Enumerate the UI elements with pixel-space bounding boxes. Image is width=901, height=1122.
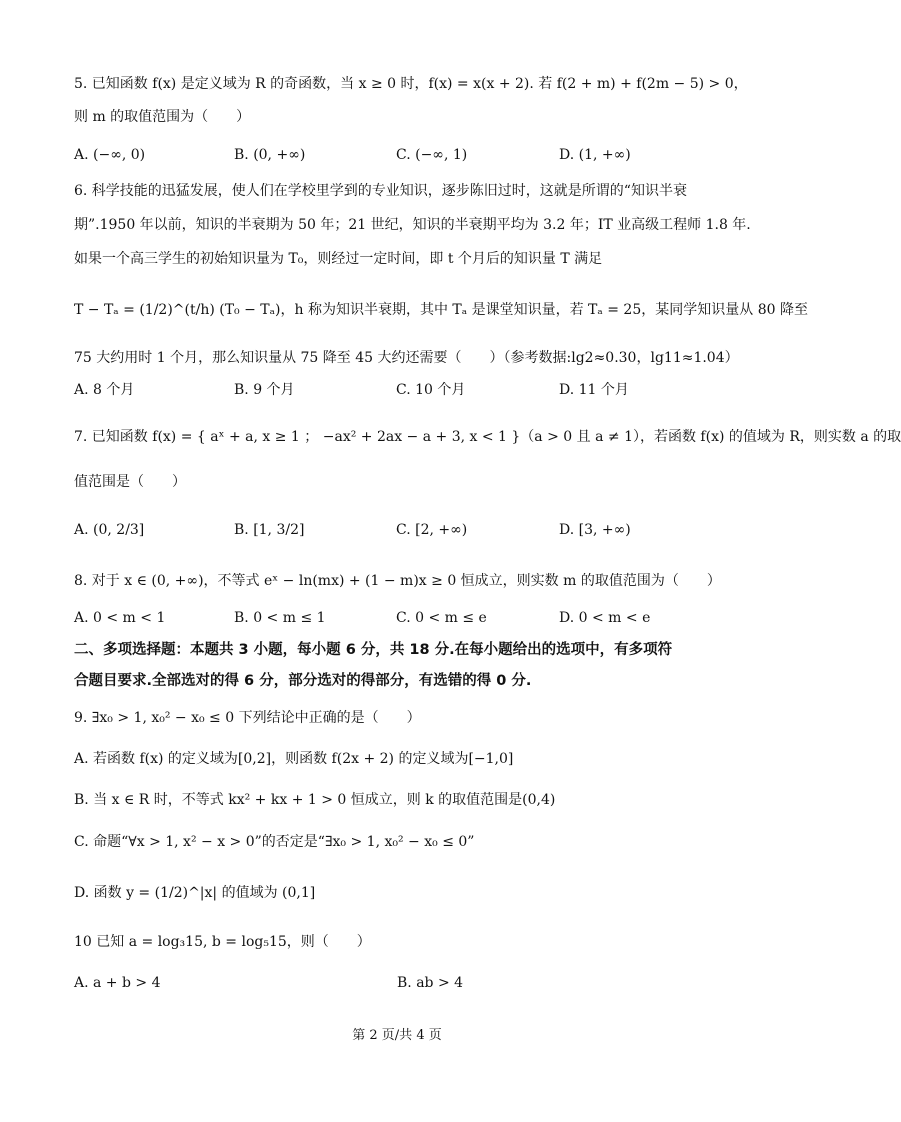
q8-option-a: A. 0 < m < 1 (74, 610, 166, 626)
q5-option-b: B. (0, +∞) (234, 147, 306, 163)
q6-option-b: B. 9 个月 (234, 382, 295, 398)
q8-option-d: D. 0 < m < e (559, 610, 651, 626)
section2-heading-line1: 二、多项选择题：本题共 3 小题，每小题 6 分，共 18 分.在每小题给出的选项中，有多项符 (74, 642, 673, 658)
q7-option-a: A. (0, 2/3] (74, 522, 145, 538)
q6-option-d: D. 11 个月 (559, 382, 629, 398)
q10-stem: 10 已知 a = log₃15, b = log₅15，则（ ） (74, 934, 371, 950)
q5-stem-line1: 5. 已知函数 f(x) 是定义域为 R 的奇函数，当 x ≥ 0 时，f(x) = x(x + 2). 若 f(2 + m) + f(2m − 5) > 0， (74, 76, 748, 92)
q9-option-d: D. 函数 y = (1/2)^|x| 的值域为 (0,1] (74, 885, 316, 901)
q6-stem-line5: 75 大约用时 1 个月，那么知识量从 75 降至 45 大约还需要（ ）（参考数据:lg2≈0.30，lg11≈1.04） (74, 350, 739, 366)
q7-stem-line1: 7. 已知函数 f(x) = { aˣ + a, x ≥ 1 ； −ax² + 2ax − a + 3, x < 1 }（a > 0 且 a ≠ 1），若函数 f(x) 的值域为 R，则实数 a 的取 (74, 429, 901, 445)
q8-stem: 8. 对于 x ∈ (0, +∞)，不等式 eˣ − ln(mx) + (1 − m)x ≥ 0 恒成立，则实数 m 的取值范围为（ ） (74, 573, 721, 589)
q5-option-a: A. (−∞, 0) (74, 147, 146, 163)
q9-option-a: A. 若函数 f(x) 的定义域为[0,2]，则函数 f(2x + 2) 的定义域为[−1,0] (74, 751, 514, 767)
q10-option-a: A. a + b > 4 (74, 975, 161, 991)
q7-option-d: D. [3, +∞) (559, 522, 631, 538)
q6-stem-line3: 如果一个高三学生的初始知识量为 T₀，则经过一定时间，即 t 个月后的知识量 T 满足 (74, 251, 603, 267)
q9-option-c: C. 命题“∀x > 1, x² − x > 0”的否定是“∃x₀ > 1, x₀² − x₀ ≤ 0” (74, 834, 475, 850)
q8-option-b: B. 0 < m ≤ 1 (234, 610, 326, 626)
q6-stem-line4: T − Tₐ = (1/2)^(t/h) (T₀ − Tₐ)，h 称为知识半衰期，其中 Tₐ 是课堂知识量，若 Tₐ = 25，某同学知识量从 80 降至 (74, 302, 808, 318)
q6-option-c: C. 10 个月 (396, 382, 466, 398)
q7-option-b: B. [1, 3/2] (234, 522, 305, 538)
q10-option-b: B. ab > 4 (397, 975, 464, 991)
q5-stem-line2: 则 m 的取值范围为（ ） (74, 109, 251, 125)
q7-option-c: C. [2, +∞) (396, 522, 468, 538)
section2-heading-line2: 合题目要求.全部选对的得 6 分，部分选对的得部分，有选错的得 0 分. (74, 673, 532, 689)
q7-stem-line2: 值范围是（ ） (74, 474, 186, 490)
q5-option-d: D. (1, +∞) (559, 147, 631, 163)
q5-option-c: C. (−∞, 1) (396, 147, 468, 163)
q6-option-a: A. 8 个月 (74, 382, 135, 398)
q8-option-c: C. 0 < m ≤ e (396, 610, 487, 626)
q6-stem-line2: 期”.1950 年以前，知识的半衰期为 50 年；21 世纪，知识的半衰期平均为 3.2 年；IT 业高级工程师 1.8 年. (74, 217, 751, 233)
q9-stem: 9. ∃x₀ > 1, x₀² − x₀ ≤ 0 下列结论中正确的是（ ） (74, 710, 421, 726)
q9-option-b: B. 当 x ∈ R 时，不等式 kx² + kx + 1 > 0 恒成立，则 k 的取值范围是(0,4) (74, 792, 556, 808)
q6-stem-line1: 6. 科学技能的迅猛发展，使人们在学校里学到的专业知识，逐步陈旧过时，这就是所谓的“知识半衰 (74, 183, 687, 199)
page-footer: 第 2 页/共 4 页 (352, 1028, 442, 1043)
